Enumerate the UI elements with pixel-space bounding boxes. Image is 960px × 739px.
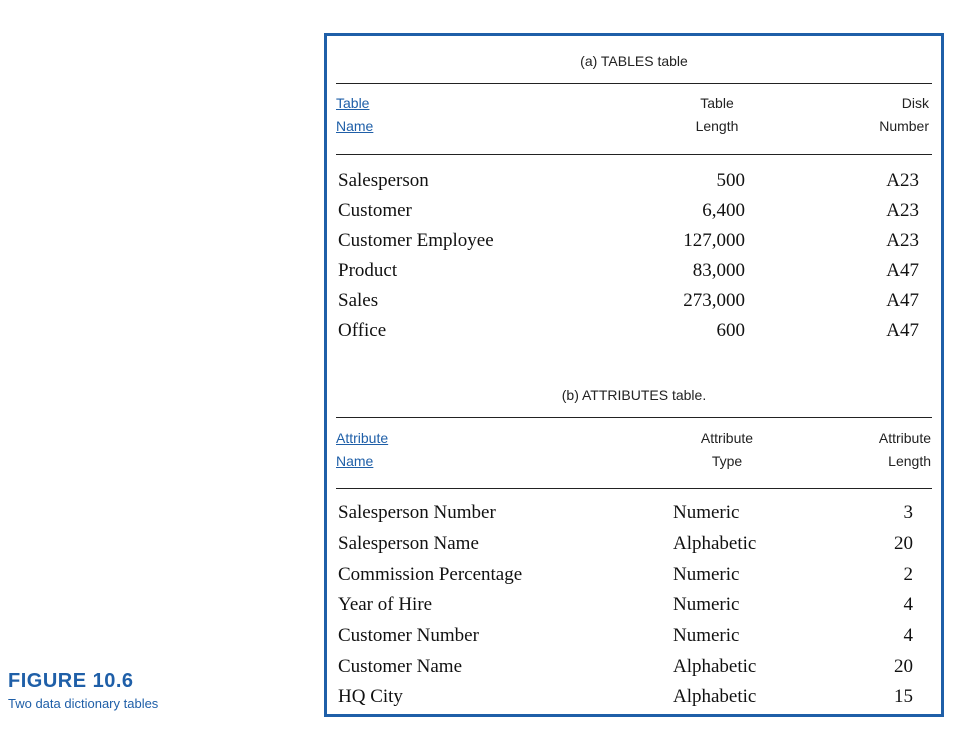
cell-attribute-type: Alphabetic: [673, 533, 757, 554]
divider: [336, 488, 932, 489]
cell-table-name: Customer: [338, 200, 412, 221]
cell-attribute-type: Numeric: [673, 564, 740, 585]
cell-attribute-type: Numeric: [673, 594, 740, 615]
header-line: Attribute: [336, 430, 389, 446]
cell-attribute-length: 3: [903, 502, 913, 523]
cell-table-length: 6,400: [702, 200, 745, 221]
header-attribute-length: [831, 427, 931, 473]
header-line: Name: [336, 453, 374, 469]
cell-attribute-length: 20: [894, 656, 913, 677]
cell-attribute-length: 4: [903, 594, 913, 615]
header-attribute-type: [667, 427, 787, 473]
cell-table-name: Salesperson: [338, 170, 429, 191]
table-row: [327, 196, 941, 226]
cell-table-name: Office: [338, 320, 387, 341]
table-row: [327, 286, 941, 316]
cell-attribute-name: Year of Hire: [338, 594, 433, 615]
cell-attribute-type: Numeric: [673, 502, 740, 523]
cell-disk-number: A47: [886, 290, 919, 311]
cell-disk-number: A23: [886, 170, 919, 191]
table-row: [327, 498, 941, 528]
header-table-length: [667, 92, 767, 138]
cell-disk-number: A47: [886, 260, 919, 281]
divider: [336, 83, 932, 84]
header-line: Table: [700, 95, 734, 111]
header-line: Length: [695, 118, 739, 134]
cell-attribute-type: Alphabetic: [673, 686, 757, 707]
cell-attribute-name: Customer Name: [338, 656, 463, 677]
header-line: Attribute: [700, 430, 754, 446]
cell-attribute-name: Salesperson Number: [338, 502, 496, 523]
table-row: [327, 256, 941, 286]
table-row: [327, 226, 941, 256]
cell-attribute-name: Salesperson Name: [338, 533, 479, 554]
header-attribute-name: [336, 427, 388, 473]
header-line: Name: [336, 118, 374, 134]
figure-number: FIGURE 10.6: [8, 670, 134, 692]
attributes-table-title: (b) ATTRIBUTES table.: [561, 387, 707, 403]
table-row: [327, 560, 941, 590]
table-row: [327, 621, 941, 651]
cell-attribute-name: Customer Number: [338, 625, 479, 646]
cell-table-name: Customer Employee: [338, 230, 494, 251]
header-line: Disk: [901, 95, 929, 111]
cell-table-name: Sales: [338, 290, 379, 311]
figure-description: Two data dictionary tables: [8, 696, 159, 711]
cell-table-length: 600: [716, 320, 745, 341]
cell-attribute-type: Alphabetic: [673, 656, 757, 677]
header-line: Number: [879, 118, 929, 134]
divider: [336, 417, 932, 418]
table-row: [327, 682, 941, 712]
header-table-name: [336, 92, 373, 138]
table-row: [327, 166, 941, 196]
header-line: Table: [336, 95, 370, 111]
cell-attribute-length: 15: [894, 686, 913, 707]
table-row: [327, 529, 941, 559]
header-line: Attribute: [878, 430, 931, 446]
cell-attribute-name: Commission Percentage: [338, 564, 523, 585]
figure-caption: [8, 670, 158, 711]
cell-disk-number: A47: [886, 320, 919, 341]
header-line: Length: [888, 453, 931, 469]
table-row: [327, 652, 941, 682]
cell-table-length: 83,000: [692, 260, 745, 281]
header-disk-number: [829, 92, 929, 138]
cell-attribute-length: 2: [903, 564, 913, 585]
divider: [336, 154, 932, 155]
cell-table-length: 500: [716, 170, 745, 191]
cell-table-length: 127,000: [683, 230, 745, 251]
table-row: [327, 316, 941, 346]
header-line: Type: [711, 453, 743, 469]
cell-attribute-name: HQ City: [338, 686, 403, 707]
tables-table-title: (a) TABLES table: [580, 53, 688, 69]
cell-attribute-type: Numeric: [673, 625, 740, 646]
cell-disk-number: A23: [886, 230, 919, 251]
cell-table-length: 273,000: [683, 290, 745, 311]
cell-attribute-length: 20: [894, 533, 913, 554]
figure-frame: [324, 33, 944, 717]
cell-table-name: Product: [338, 260, 398, 281]
cell-attribute-length: 4: [903, 625, 913, 646]
cell-disk-number: A23: [886, 200, 919, 221]
table-row: [327, 590, 941, 620]
